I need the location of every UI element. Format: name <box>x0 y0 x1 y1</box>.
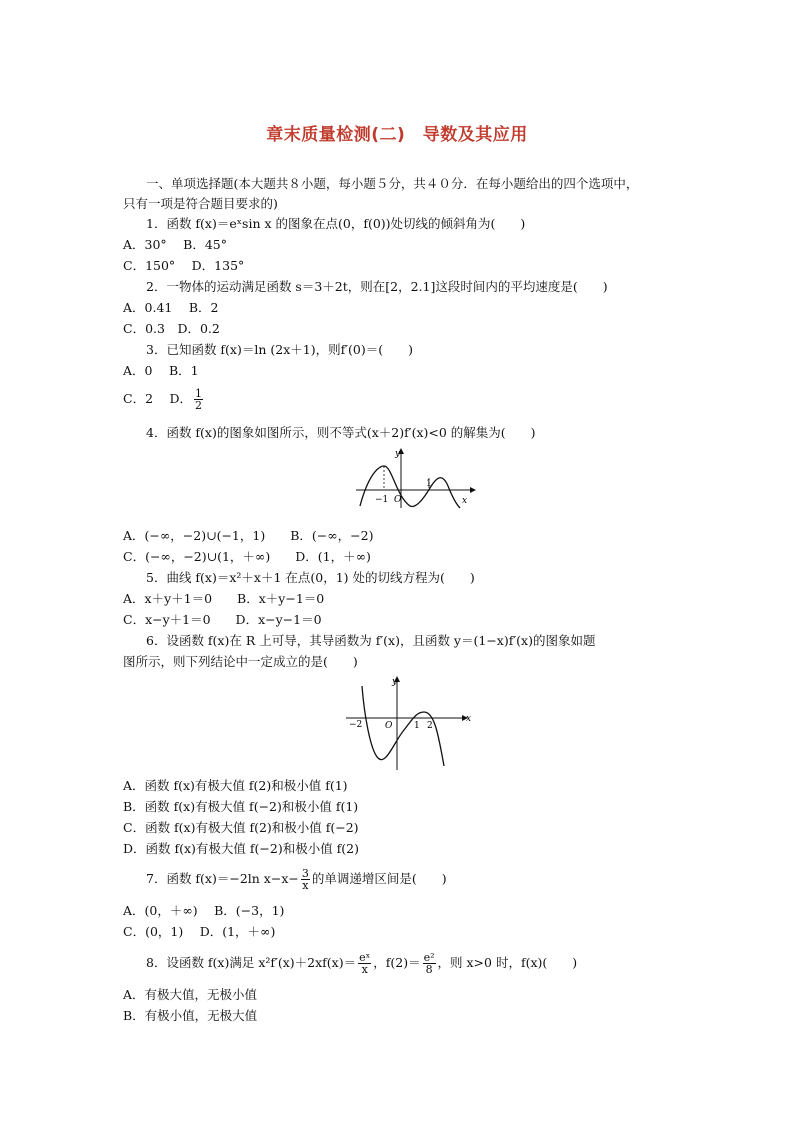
q4-y-label: y <box>395 449 401 459</box>
q7-stem-pre: 7．函数 f(x)＝−2ln x−x− <box>146 871 299 886</box>
q5-stem: 5．曲线 f(x)＝x²＋x＋1 在点(0，1) 处的切线方程为( ) <box>146 570 475 585</box>
q7-stem-post: 的单调递增区间是( ) <box>311 871 447 886</box>
q6-option-d: D．函数 f(x)有极大值 f(−2)和极小值 f(2) <box>123 841 360 856</box>
q6-tick-m2: −2 <box>349 720 363 730</box>
q4-options-ab: A．(−∞，−2)∪(−1，1) B．(−∞，−2) <box>123 528 374 543</box>
q2-stem: 2．一物体的运动满足函数 s＝3＋2t，则在[2，2.1]这段时间内的平均速度是( ) <box>146 279 608 294</box>
q8-frac1-den: x <box>361 963 368 976</box>
q4-tick-p1: 1 <box>426 479 432 489</box>
q4-options-cd: C．(−∞，−2)∪(1，＋∞) D．(1，＋∞) <box>123 549 371 564</box>
q4-function-graph <box>352 446 476 510</box>
q3-options-ab: A．0 B．1 <box>123 363 199 378</box>
q4-stem: 4．函数 f(x)的图象如图所示，则不等式(x＋2)f′(x)<0 的解集为( ) <box>146 425 536 440</box>
q6-function-graph <box>342 672 476 772</box>
q8-stem-mid: ，f(2)＝ <box>373 955 421 970</box>
q7-frac-den: x <box>302 879 309 892</box>
q1-options-ab: A．30° B．45° <box>123 237 227 252</box>
q4-x-arrow <box>470 487 476 493</box>
q1-stem: 1．函数 f(x)＝eˣsin x 的图象在点(0，f(0))处切线的倾斜角为( ) <box>146 216 526 231</box>
q5-options-cd: C．x−y＋1＝0 D．x−y−1＝0 <box>123 612 322 627</box>
q6-y-label: y <box>392 677 398 687</box>
q2-options-ab: A．0.41 B．2 <box>123 300 219 315</box>
q7-fraction <box>301 868 310 891</box>
page-title: 章末质量检测(二) 导数及其应用 <box>266 125 528 145</box>
q7-options-cd: C．(0，1) D．(1，＋∞) <box>123 924 276 939</box>
q3-options-cd-text: C．2 D． <box>123 391 193 406</box>
q6-origin-label: O <box>385 721 393 731</box>
q6-tick-p1: 1 <box>414 721 420 731</box>
q8-option-b: B．有极小值，无极大值 <box>123 1008 258 1023</box>
q6-stem-line1: 6．设函数 f(x)在 R 上可导，其导函数为 f′(x)，且函数 y＝(1−x)f′(x)的图象如题 <box>146 633 596 648</box>
q8-fraction-2 <box>423 952 436 975</box>
q4-origin-label: O <box>394 495 402 505</box>
q5-options-ab: A．x＋y＋1＝0 B．x＋y−1＝0 <box>123 591 325 606</box>
q8-frac2-num: e² <box>423 951 435 964</box>
q8-stem <box>146 952 577 975</box>
q8-option-a: A．有极大值，无极小值 <box>123 987 258 1002</box>
q6-stem-line2: 图所示，则下列结论中一定成立的是( ) <box>123 654 358 669</box>
q8-frac2-den: 8 <box>425 963 433 976</box>
q8-stem-post: ，则 x>0 时，f(x)( ) <box>437 955 578 970</box>
section-heading-cont: 只有一项是符合题目要求的) <box>123 196 278 211</box>
q8-fraction-1 <box>358 952 371 975</box>
q8-frac1-num: eˣ <box>359 951 371 964</box>
q3-frac-den: 2 <box>195 399 203 412</box>
q1-options-cd: C．150° D．135° <box>123 258 245 273</box>
q7-stem <box>146 868 447 891</box>
q6-tick-p2: 2 <box>427 721 433 731</box>
q3-stem: 3．已知函数 f(x)＝ln (2x＋1)，则f′(0)＝( ) <box>146 342 414 357</box>
q3-options-cd <box>123 388 205 411</box>
q6-option-a: A．函数 f(x)有极大值 f(2)和极小值 f(1) <box>123 778 348 793</box>
q6-option-b: B．函数 f(x)有极大值 f(−2)和极小值 f(1) <box>123 799 359 814</box>
q3-fraction <box>194 388 203 411</box>
q3-frac-num: 1 <box>195 387 203 400</box>
q8-stem-pre: 8．设函数 f(x)满足 x²f′(x)＋2xf(x)＝ <box>146 955 357 970</box>
q4-x-label: x <box>462 496 468 506</box>
q6-x-label: x <box>466 714 472 724</box>
q4-tick-m1: −1 <box>375 495 389 505</box>
q2-options-cd: C．0.3 D．0.2 <box>123 321 220 336</box>
q7-frac-num: 3 <box>301 867 309 880</box>
q7-options-ab: A．(0，＋∞) B．(−3，1) <box>123 903 285 918</box>
q6-option-c: C．函数 f(x)有极大值 f(2)和极小值 f(−2) <box>123 820 359 835</box>
section-heading: 一、单项选择题(本大题共８小题，每小题５分，共４０分．在每小题给出的四个选项中， <box>146 176 639 191</box>
